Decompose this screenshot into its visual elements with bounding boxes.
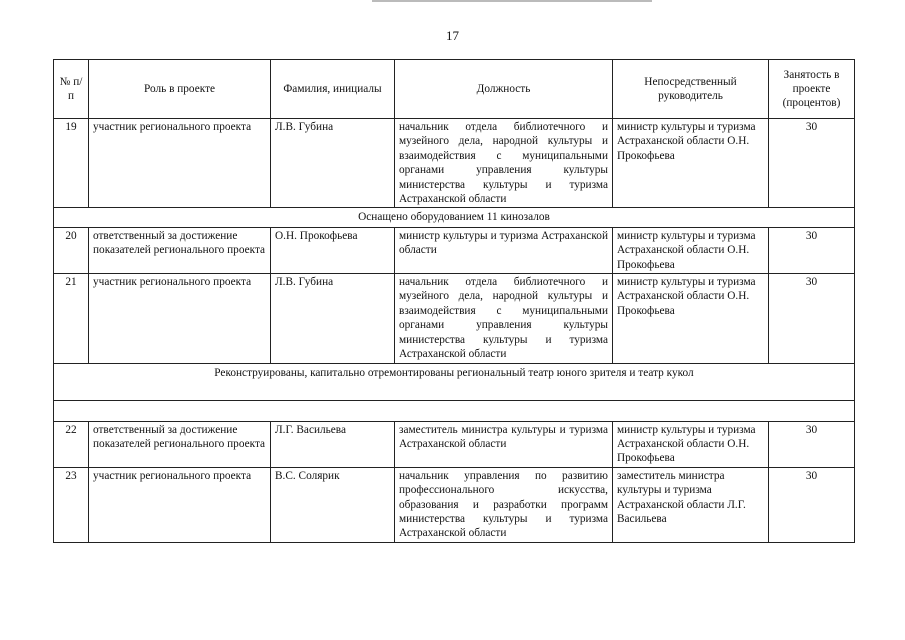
row-name: Л.В. Губина	[271, 119, 395, 208]
row-position: начальник отдела библиотечного и музейного дела, народной культуры и взаимодействия с муниципальными органами управления культуры министерства культуры и туризма Астраханской области	[395, 119, 613, 208]
row-position: начальник отдела библиотечного и музейного дела, народной культуры и взаимодействия с муниципальными органами управления культуры министерства культуры и туризма Астраханской области	[395, 274, 613, 363]
row-percent: 30	[769, 227, 855, 273]
row-position: начальник управления по развитию профессионального искусства, образования и разработки программ министерства культуры и туризма Астраханской области	[395, 467, 613, 542]
top-scan-rule	[372, 0, 652, 2]
row-manager: министр культуры и туризма Астраханской области О.Н. Прокофьева	[613, 227, 769, 273]
row-number: 22	[54, 421, 89, 467]
header-role: Роль в проекте	[89, 60, 271, 119]
row-role: ответственный за достижение показателей регионального проекта	[89, 421, 271, 467]
row-manager: министр культуры и туризма Астраханской области О.Н. Прокофьева	[613, 421, 769, 467]
row-manager: заместитель министра культуры и туризма Астраханской области Л.Г. Васильева	[613, 467, 769, 542]
row-percent: 30	[769, 274, 855, 363]
row-number: 23	[54, 467, 89, 542]
row-manager: министр культуры и туризма Астраханской области О.Н. Прокофьева	[613, 119, 769, 208]
row-role: ответственный за достижение показателей регионального проекта	[89, 227, 271, 273]
section-title: Реконструированы, капитально отремонтированы региональный театр юного зрителя и театр кукол	[54, 363, 855, 400]
header-position: Должность	[395, 60, 613, 119]
spacer-cell	[54, 400, 855, 421]
row-number: 19	[54, 119, 89, 208]
header-percent: Занятость в проекте (процентов)	[769, 60, 855, 119]
page-number: 17	[446, 28, 459, 43]
table-row	[54, 274, 855, 363]
header-number: № п/п	[54, 60, 89, 119]
row-number: 21	[54, 274, 89, 363]
row-role: участник регионального проекта	[89, 274, 271, 363]
header-manager: Непосредственный руководитель	[613, 60, 769, 119]
row-role: участник регионального проекта	[89, 467, 271, 542]
row-percent: 30	[769, 421, 855, 467]
row-position: заместитель министра культуры и туризма Астраханской области	[395, 421, 613, 467]
section-row	[54, 208, 855, 227]
row-name: О.Н. Прокофьева	[271, 227, 395, 273]
table-row	[54, 467, 855, 542]
table-row	[54, 421, 855, 467]
spacer-row	[54, 400, 855, 421]
row-name: В.С. Солярик	[271, 467, 395, 542]
row-manager: министр культуры и туризма Астраханской области О.Н. Прокофьева	[613, 274, 769, 363]
header-name: Фамилия, инициалы	[271, 60, 395, 119]
row-percent: 30	[769, 467, 855, 542]
table-row	[54, 227, 855, 273]
table-row	[54, 119, 855, 208]
header-row	[54, 60, 855, 119]
row-percent: 30	[769, 119, 855, 208]
project-team-table	[53, 59, 855, 543]
row-name: Л.Г. Васильева	[271, 421, 395, 467]
section-row	[54, 363, 855, 400]
row-position: министр культуры и туризма Астраханской области	[395, 227, 613, 273]
row-name: Л.В. Губина	[271, 274, 395, 363]
section-title: Оснащено оборудованием 11 кинозалов	[54, 208, 855, 227]
row-role: участник регионального проекта	[89, 119, 271, 208]
row-number: 20	[54, 227, 89, 273]
